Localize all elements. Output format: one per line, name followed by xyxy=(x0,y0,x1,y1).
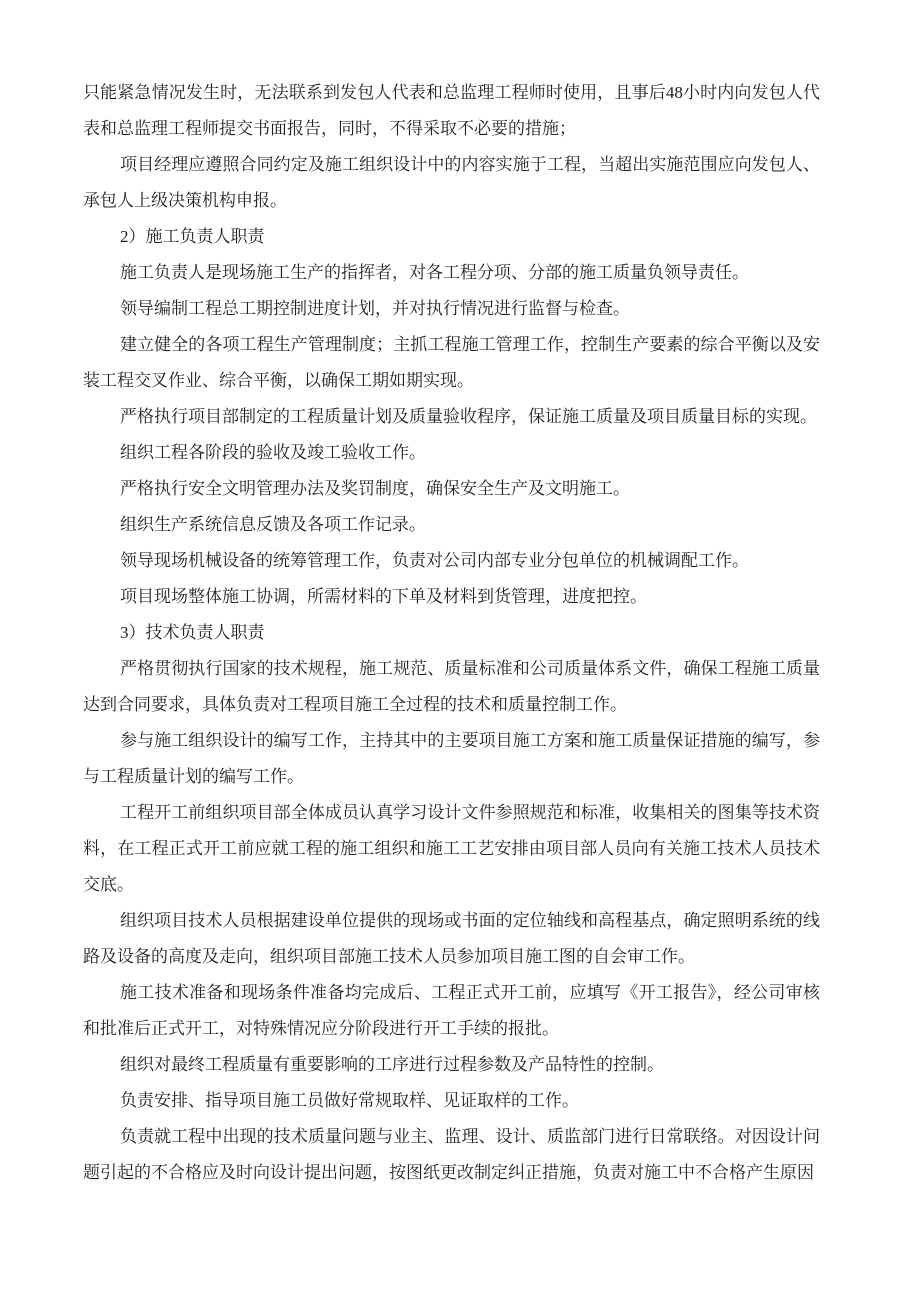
paragraph xyxy=(83,399,820,435)
section-heading-construction-lead xyxy=(83,219,820,255)
text-line: 领导现场机械设备的统筹管理工作，负责对公司内部专业分包单位的机械调配工作。 xyxy=(120,551,749,570)
paragraph xyxy=(83,1047,820,1083)
paragraph xyxy=(83,975,820,1047)
paragraph xyxy=(83,795,820,903)
text-line: 路及设备的高度及走向，组织项目部施工技术人员参加项目施工图的自会审工作。 xyxy=(83,947,695,966)
text-line: 组织项目技术人员根据建设单位提供的现场或书面的定位轴线和高程基点，确定照明系统的线 xyxy=(120,911,820,930)
text-line: 组织工程各阶段的验收及竣工验收工作。 xyxy=(120,443,426,462)
text-line: 承包人上级决策机构申报。 xyxy=(83,191,287,210)
text-line: 严格执行安全文明管理办法及奖罚制度，确保安全生产及文明施工。 xyxy=(120,479,630,498)
text-line: 严格贯彻执行国家的技术规程，施工规范、质量标准和公司质量体系文件，确保工程施工质量 xyxy=(120,659,820,678)
paragraph xyxy=(83,507,820,543)
document-body xyxy=(83,75,820,1191)
text-line: 参与施工组织设计的编写工作，主持其中的主要项目施工方案和施工质量保证措施的编写，参 xyxy=(120,731,820,750)
text-line: 工程开工前组织项目部全体成员认真学习设计文件参照规范和标准，收集相关的图集等技术资 xyxy=(120,803,820,822)
paragraph xyxy=(83,327,820,399)
text-line: 题引起的不合格应及时向设计提出问题，按图纸更改制定纠正措施，负责对施工中不合格产生原因 xyxy=(83,1163,814,1182)
paragraph xyxy=(83,471,820,507)
section-heading: 3）技术负责人职责 xyxy=(120,623,265,642)
paragraph xyxy=(83,543,820,579)
text-line: 料，在工程正式开工前应就工程的施工组织和施工工艺安排由项目部人员向有关施工技术人员技术 xyxy=(83,839,820,858)
text-line: 建立健全的各项工程生产管理制度；主抓工程施工管理工作，控制生产要素的综合平衡以及安 xyxy=(120,335,820,354)
text-line: 只能紧急情况发生时，无法联系到发包人代表和总监理工程师时使用，且事后48小时内向发包人代 xyxy=(83,83,820,102)
text-line: 组织生产系统信息反馈及各项工作记录。 xyxy=(120,515,426,534)
section-heading-technical-lead xyxy=(83,615,820,651)
text-line: 达到合同要求，具体负责对工程项目施工全过程的技术和质量控制工作。 xyxy=(83,695,627,714)
paragraph xyxy=(83,255,820,291)
text-line: 组织对最终工程质量有重要影响的工序进行过程参数及产品特性的控制。 xyxy=(120,1055,664,1074)
text-line: 负责就工程中出现的技术质量问题与业主、监理、设计、质监部门进行日常联络。对因设计问 xyxy=(120,1127,820,1146)
paragraph xyxy=(83,291,820,327)
paragraph xyxy=(83,651,820,723)
paragraph xyxy=(83,75,820,147)
text-line: 和批准后正式开工，对特殊情况应分阶段进行开工手续的报批。 xyxy=(83,1019,559,1038)
text-line: 负责安排、指导项目施工员做好常规取样、见证取样的工作。 xyxy=(120,1091,579,1110)
text-line: 领导编制工程总工期控制进度计划，并对执行情况进行监督与检查。 xyxy=(120,299,630,318)
paragraph xyxy=(83,435,820,471)
paragraph xyxy=(83,1119,820,1191)
text-line: 施工技术准备和现场条件准备均完成后、工程正式开工前，应填写《开工报告》，经公司审核 xyxy=(120,983,820,1002)
paragraph xyxy=(83,723,820,795)
paragraph xyxy=(83,579,820,615)
text-line: 施工负责人是现场施工生产的指挥者，对各工程分项、分部的施工质量负领导责任。 xyxy=(120,263,749,282)
text-line: 交底。 xyxy=(83,875,134,894)
text-line: 表和总监理工程师提交书面报告，同时，不得采取不必要的措施； xyxy=(83,119,576,138)
paragraph xyxy=(83,903,820,975)
paragraph xyxy=(83,147,820,219)
text-line: 与工程质量计划的编写工作。 xyxy=(83,767,304,786)
paragraph xyxy=(83,1083,820,1119)
text-line: 项目经理应遵照合同约定及施工组织设计中的内容实施于工程，当超出实施范围应向发包人、 xyxy=(120,155,820,174)
text-line: 项目现场整体施工协调，所需材料的下单及材料到货管理，进度把控。 xyxy=(120,587,647,606)
text-line: 严格执行项目部制定的工程质量计划及质量验收程序，保证施工质量及项目质量目标的实现。 xyxy=(120,407,817,426)
section-heading: 2）施工负责人职责 xyxy=(120,227,265,246)
text-line: 装工程交叉作业、综合平衡，以确保工期如期实现。 xyxy=(83,371,474,390)
